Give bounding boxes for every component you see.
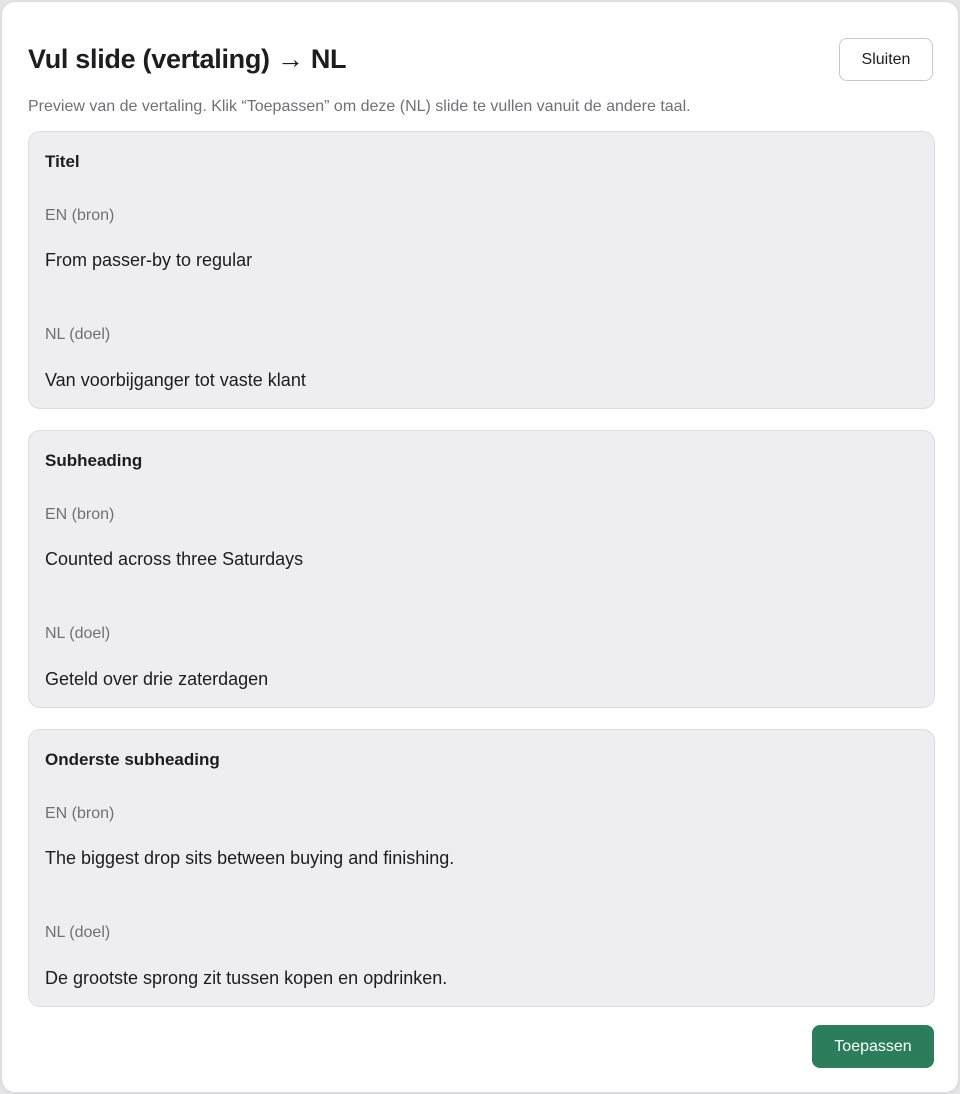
card-title: Subheading xyxy=(45,451,143,470)
close-button[interactable]: Sluiten xyxy=(839,38,933,81)
field-card-title xyxy=(28,131,935,409)
target-label: NL (doel) xyxy=(45,924,111,941)
source-label: EN (bron) xyxy=(45,207,115,224)
source-text: The biggest drop sits between buying and finishing. xyxy=(45,848,455,868)
target-text: Geteld over drie zaterdagen xyxy=(45,669,269,689)
card-title: Titel xyxy=(45,152,80,171)
field-card-bottom-subheading xyxy=(28,729,935,1007)
target-label: NL (doel) xyxy=(45,326,111,343)
dialog-header xyxy=(28,38,932,82)
field-card-subheading xyxy=(28,430,935,708)
dialog-title: Vul slide (vertaling) → NL xyxy=(28,44,347,74)
source-text: From passer-by to regular xyxy=(45,250,253,270)
apply-button[interactable]: Toepassen xyxy=(812,1025,934,1068)
card-title: Onderste subheading xyxy=(45,750,220,769)
source-text: Counted across three Saturdays xyxy=(45,549,304,569)
source-label: EN (bron) xyxy=(45,805,115,822)
target-label: NL (doel) xyxy=(45,625,111,642)
dialog-subtitle: Preview van de vertaling. Klik “Toepassen” om deze (NL) slide te vullen vanuit de andere taal. xyxy=(28,98,691,115)
source-label: EN (bron) xyxy=(45,506,115,523)
translation-dialog xyxy=(1,1,959,1093)
target-text: Van voorbijganger tot vaste klant xyxy=(45,370,306,390)
target-text: De grootste sprong zit tussen kopen en opdrinken. xyxy=(45,968,448,988)
